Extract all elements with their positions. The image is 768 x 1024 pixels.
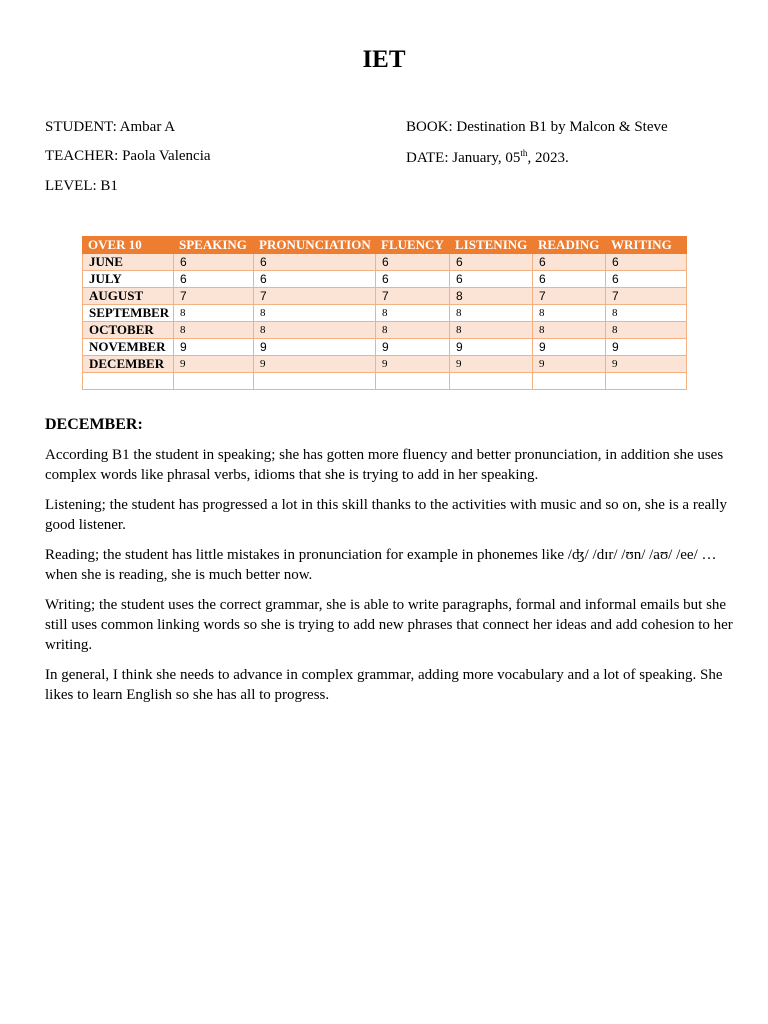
header-cell-reading: READING [533, 237, 606, 254]
score-cell: 8 [606, 305, 687, 322]
score-cell: 8 [376, 322, 450, 339]
score-cell: 6 [174, 254, 254, 271]
score-cell: 8 [450, 305, 533, 322]
table-row [83, 339, 687, 356]
score-cell: 9 [254, 356, 376, 373]
header-cell-fluency: FLUENCY [376, 237, 450, 254]
score-cell: 9 [533, 356, 606, 373]
month-cell [83, 373, 174, 390]
table-row [83, 288, 687, 305]
score-cell: 6 [376, 254, 450, 271]
score-cell: 9 [174, 356, 254, 373]
score-cell: 6 [606, 271, 687, 288]
score-cell: 9 [376, 339, 450, 356]
score-cell [376, 373, 450, 390]
score-cell [254, 373, 376, 390]
score-cell: 9 [254, 339, 376, 356]
score-cell: 8 [376, 305, 450, 322]
grades-table [82, 236, 687, 390]
report-body [45, 445, 735, 715]
score-cell: 9 [376, 356, 450, 373]
month-cell: JUNE [83, 254, 174, 271]
date-info [406, 148, 569, 167]
score-cell: 7 [174, 288, 254, 305]
table-row [83, 254, 687, 271]
month-cell: AUGUST [83, 288, 174, 305]
score-cell: 8 [174, 305, 254, 322]
score-cell: 9 [174, 339, 254, 356]
book-info: BOOK: Destination B1 by Malcon & Steve [406, 119, 668, 135]
score-cell: 9 [533, 339, 606, 356]
table-row [83, 322, 687, 339]
score-cell [450, 373, 533, 390]
header-cell-over-10: OVER 10 [83, 237, 174, 254]
header-cell-listening: LISTENING [450, 237, 533, 254]
score-cell: 6 [376, 271, 450, 288]
table-row [83, 373, 687, 390]
student-info: STUDENT: Ambar A [45, 119, 176, 135]
header-cell-speaking: SPEAKING [174, 237, 254, 254]
score-cell [533, 373, 606, 390]
score-cell: 9 [606, 356, 687, 373]
month-cell: OCTOBER [83, 322, 174, 339]
paragraph-general: In general, I think she needs to advance in complex grammar, adding more vocabulary and a lot of speaking. She likes to learn English so she has all to progress. [45, 667, 723, 703]
score-cell: 6 [533, 254, 606, 271]
header-cell-writing: WRITING [606, 237, 687, 254]
score-cell: 6 [254, 271, 376, 288]
score-cell: 8 [606, 322, 687, 339]
score-cell: 7 [606, 288, 687, 305]
month-cell: JULY [83, 271, 174, 288]
score-cell: 9 [606, 339, 687, 356]
paragraph-speaking: According B1 the student in speaking; she has gotten more fluency and better pronunciation, in addition she uses complex words like phrasal verbs, idioms that she is trying to add in her speaking. [45, 447, 724, 483]
date-ordinal-suffix: th [520, 148, 528, 158]
score-cell: 6 [606, 254, 687, 271]
score-cell: 6 [450, 271, 533, 288]
score-cell: 6 [254, 254, 376, 271]
score-cell: 8 [254, 305, 376, 322]
score-cell: 9 [450, 356, 533, 373]
document-title: IET [362, 46, 406, 73]
month-cell: DECEMBER [83, 356, 174, 373]
table-header-row [83, 237, 687, 254]
paragraph-listening: Listening; the student has progressed a lot in this skill thanks to the activities with music and so on, she is a really good listener. [45, 497, 727, 533]
score-cell: 8 [533, 322, 606, 339]
table-body [83, 254, 687, 390]
month-cell: SEPTEMBER [83, 305, 174, 322]
month-cell: NOVEMBER [83, 339, 174, 356]
score-cell: 7 [254, 288, 376, 305]
date-prefix: DATE: January, 05 [406, 150, 521, 166]
score-cell: 8 [450, 288, 533, 305]
section-heading: DECEMBER: [45, 416, 143, 433]
score-cell: 8 [533, 305, 606, 322]
score-cell: 9 [450, 339, 533, 356]
level-info: LEVEL: B1 [45, 178, 118, 194]
table-row [83, 305, 687, 322]
table-row [83, 356, 687, 373]
score-cell [174, 373, 254, 390]
teacher-info: TEACHER: Paola Valencia [45, 148, 211, 164]
score-cell: 8 [254, 322, 376, 339]
score-cell: 7 [376, 288, 450, 305]
score-cell: 6 [174, 271, 254, 288]
header-cell-pronunciation: PRONUNCIATION [254, 237, 376, 254]
score-cell: 6 [450, 254, 533, 271]
date-suffix: , 2023. [527, 150, 569, 166]
paragraph-writing: Writing; the student uses the correct grammar, she is able to write paragraphs, formal and informal emails but she still uses common linking words so she is trying to add new phrases that connect her ideas and add cohesion to her writing. [45, 597, 733, 653]
table-row [83, 271, 687, 288]
score-cell: 7 [533, 288, 606, 305]
score-cell: 8 [450, 322, 533, 339]
paragraph-reading: Reading; the student has little mistakes in pronunciation for example in phonemes like /ʤ/ /dɪr/ /ʊn/ /aʊ/ /ee/ … when she is reading, she is much better now. [45, 547, 717, 583]
score-cell [606, 373, 687, 390]
score-cell: 8 [174, 322, 254, 339]
score-cell: 6 [533, 271, 606, 288]
